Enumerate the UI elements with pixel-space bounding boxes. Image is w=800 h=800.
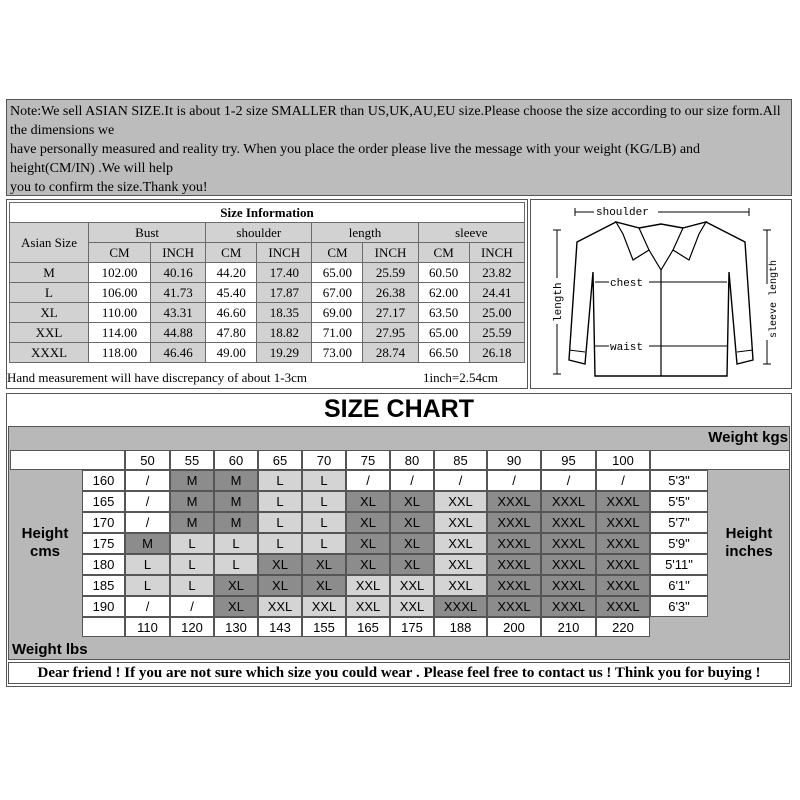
size-cell: XL <box>214 575 258 596</box>
height-inches-label: Height inches <box>725 525 773 560</box>
size-cell: L <box>302 491 346 512</box>
measurement-value: 49.00 <box>206 343 257 363</box>
size-cell: XXXL <box>487 596 541 617</box>
size-cell: L <box>258 533 302 554</box>
size-cell: M <box>170 512 214 533</box>
height-cm-cell: 165 <box>82 491 125 512</box>
height-cm-cell: 185 <box>82 575 125 596</box>
size-cell: XXXL <box>487 575 541 596</box>
waist-label: waist <box>610 342 644 354</box>
weight-lbs-value: 165 <box>346 617 390 637</box>
size-cell: XL <box>258 554 302 575</box>
size-cell: L <box>170 554 214 575</box>
unit-header: INCH <box>257 243 312 263</box>
size-cell: XXL <box>346 575 390 596</box>
size-cell: L <box>214 533 258 554</box>
measurement-value: 67.00 <box>312 283 363 303</box>
weight-kg-header: 95 <box>541 450 596 470</box>
size-cell: / <box>390 470 434 491</box>
measurement-value: 25.59 <box>363 263 418 283</box>
measurement-value: 110.00 <box>89 303 151 323</box>
size-cell: XXL <box>346 596 390 617</box>
measurement-value: 60.50 <box>418 263 469 283</box>
size-cell: XXL <box>434 575 487 596</box>
measurement-value: 26.18 <box>469 343 524 363</box>
unit-header: INCH <box>469 243 524 263</box>
measurement-value: 43.31 <box>150 303 205 323</box>
measurement-value: 26.38 <box>363 283 418 303</box>
size-cell: XXXL <box>541 575 596 596</box>
height-cm-cell: 180 <box>82 554 125 575</box>
size-cell: XXL <box>302 596 346 617</box>
lbs-blank <box>82 617 125 637</box>
size-cell: / <box>170 596 214 617</box>
measurement-value: 65.00 <box>312 263 363 283</box>
size-cell: L <box>258 512 302 533</box>
size-cell: / <box>434 470 487 491</box>
size-cell: XL <box>390 491 434 512</box>
size-cell: / <box>125 596 170 617</box>
weight-kg-header: 50 <box>125 450 170 470</box>
size-cell: L <box>302 512 346 533</box>
measurement-value: 46.46 <box>150 343 205 363</box>
measurement-value: 25.00 <box>469 303 524 323</box>
weight-lbs-value: 220 <box>596 617 650 637</box>
length-header: length <box>312 223 418 243</box>
size-cell: XL <box>390 512 434 533</box>
size-cell: L <box>170 575 214 596</box>
shoulder-label: shoulder <box>596 207 649 219</box>
unit-header: CM <box>89 243 151 263</box>
size-cell: XXL <box>434 533 487 554</box>
measurement-value: 41.73 <box>150 283 205 303</box>
height-inch-cell: 5'7" <box>650 512 708 533</box>
size-cell: XL <box>214 596 258 617</box>
size-cell: / <box>125 512 170 533</box>
measurement-value: 17.87 <box>257 283 312 303</box>
size-cell: XL <box>258 575 302 596</box>
measurement-value: 45.40 <box>206 283 257 303</box>
measurement-value: 18.82 <box>257 323 312 343</box>
size-cell: XXL <box>434 554 487 575</box>
size-cell: XXL <box>434 491 487 512</box>
size-cell: XXXL <box>434 596 487 617</box>
measurement-value: 44.20 <box>206 263 257 283</box>
size-cell: M <box>170 470 214 491</box>
sleeve-header: sleeve <box>418 223 524 243</box>
size-cell: XL <box>346 554 390 575</box>
weight-kg-header: 75 <box>346 450 390 470</box>
unit-header: CM <box>418 243 469 263</box>
size-cell: L <box>125 575 170 596</box>
size-cell: XL <box>302 554 346 575</box>
size-cell: L <box>258 470 302 491</box>
weight-kg-header: 60 <box>214 450 258 470</box>
weight-lbs-value: 188 <box>434 617 487 637</box>
weight-kgs-label: Weight kgs <box>708 429 788 446</box>
header-blank <box>10 450 125 470</box>
size-cell: XXXL <box>541 512 596 533</box>
size-cell: M <box>214 491 258 512</box>
size-cell: L <box>170 533 214 554</box>
height-inch-cell: 5'5" <box>650 491 708 512</box>
weight-lbs-value: 130 <box>214 617 258 637</box>
measurement-value: 102.00 <box>89 263 151 283</box>
measurement-value: 27.17 <box>363 303 418 323</box>
measurement-value: 25.59 <box>469 323 524 343</box>
measurement-value: 69.00 <box>312 303 363 323</box>
size-cell: XXXL <box>596 512 650 533</box>
size-cell: / <box>487 470 541 491</box>
size-cell: XXXL <box>541 491 596 512</box>
height-inch-cell: 6'1" <box>650 575 708 596</box>
size-label: XL <box>10 303 89 323</box>
measurement-value: 118.00 <box>89 343 151 363</box>
size-cell: XXXL <box>487 554 541 575</box>
size-label: XXXL <box>10 343 89 363</box>
weight-kg-header: 85 <box>434 450 487 470</box>
size-cell: XXL <box>258 596 302 617</box>
weight-kg-header: 70 <box>302 450 346 470</box>
size-cell: L <box>125 554 170 575</box>
size-cell: XXXL <box>487 533 541 554</box>
height-cm-cell: 175 <box>82 533 125 554</box>
measurement-value: 46.60 <box>206 303 257 323</box>
size-cell: XXXL <box>541 554 596 575</box>
size-cell: L <box>302 470 346 491</box>
size-cell: XXXL <box>596 596 650 617</box>
weight-kg-header: 100 <box>596 450 650 470</box>
measurement-value: 65.00 <box>418 323 469 343</box>
size-cell: XL <box>346 533 390 554</box>
size-cell: XL <box>390 554 434 575</box>
size-label: L <box>10 283 89 303</box>
size-cell: / <box>125 470 170 491</box>
size-cell: L <box>302 533 346 554</box>
height-inch-cell: 5'11" <box>650 554 708 575</box>
size-label: M <box>10 263 89 283</box>
size-cell: XXL <box>434 512 487 533</box>
size-cell: XXXL <box>487 512 541 533</box>
weight-lbs-value: 200 <box>487 617 541 637</box>
size-chart-title: SIZE CHART <box>324 395 474 423</box>
size-cell: L <box>214 554 258 575</box>
weight-kg-header: 55 <box>170 450 214 470</box>
size-cell: XXL <box>390 575 434 596</box>
height-cm-cell: 190 <box>82 596 125 617</box>
measurement-value: 106.00 <box>89 283 151 303</box>
unit-header: CM <box>206 243 257 263</box>
size-cell: / <box>125 491 170 512</box>
size-cell: / <box>541 470 596 491</box>
measurement-value: 24.41 <box>469 283 524 303</box>
size-cell: XXXL <box>596 575 650 596</box>
size-cell: M <box>214 512 258 533</box>
height-cms-label: Height cms <box>21 525 69 560</box>
measurement-value: 17.40 <box>257 263 312 283</box>
height-inch-cell: 5'3" <box>650 470 708 491</box>
measurement-value: 28.74 <box>363 343 418 363</box>
size-cell: XXXL <box>596 533 650 554</box>
size-cell: XXXL <box>541 596 596 617</box>
weight-lbs-value: 120 <box>170 617 214 637</box>
size-info-title: Size Information <box>10 203 525 223</box>
size-cell: L <box>258 491 302 512</box>
measurement-value: 73.00 <box>312 343 363 363</box>
weight-lbs-value: 155 <box>302 617 346 637</box>
footer-message: Dear friend ! If you are not sure which size you could wear . Please feel free to contact us ! Think you for buying ! <box>8 662 790 684</box>
header-blank <box>650 450 790 470</box>
weight-lbs-value: 143 <box>258 617 302 637</box>
height-inch-cell: 5'9" <box>650 533 708 554</box>
measurement-value: 23.82 <box>469 263 524 283</box>
note-line-3: you to confirm the size.Thank you! <box>10 180 208 195</box>
size-cell: M <box>125 533 170 554</box>
size-cell: M <box>214 470 258 491</box>
size-cell: XL <box>346 491 390 512</box>
chest-label: chest <box>610 278 644 290</box>
measurement-value: 18.35 <box>257 303 312 323</box>
size-cell: XL <box>346 512 390 533</box>
size-cell: XL <box>302 575 346 596</box>
weight-lbs-value: 110 <box>125 617 170 637</box>
measurement-value: 63.50 <box>418 303 469 323</box>
measurement-value: 71.00 <box>312 323 363 343</box>
note-line-2: have personally measured and reality try. When you place the order please live the message with your weight (KG/LB) and height(CM/IN) .We will help <box>10 142 701 176</box>
height-cm-cell: 160 <box>82 470 125 491</box>
size-cell: XXXL <box>596 554 650 575</box>
measurement-value: 19.29 <box>257 343 312 363</box>
weight-lbs-value: 210 <box>541 617 596 637</box>
asian-size-header: Asian Size <box>10 223 89 263</box>
shoulder-header: shoulder <box>206 223 312 243</box>
measurement-value: 114.00 <box>89 323 151 343</box>
weight-lbs-value: 175 <box>390 617 434 637</box>
size-cell: / <box>596 470 650 491</box>
measurement-value: 62.00 <box>418 283 469 303</box>
size-cell: M <box>170 491 214 512</box>
size-cell: XL <box>390 533 434 554</box>
weight-lbs-label: Weight lbs <box>12 641 88 658</box>
unit-header: CM <box>312 243 363 263</box>
size-cell: XXXL <box>487 491 541 512</box>
bust-header: Bust <box>89 223 206 243</box>
weight-kg-header: 80 <box>390 450 434 470</box>
size-cell: XXXL <box>541 533 596 554</box>
size-cell: XXXL <box>596 491 650 512</box>
measurement-value: 44.88 <box>150 323 205 343</box>
size-cell: / <box>346 470 390 491</box>
size-label: XXL <box>10 323 89 343</box>
hand-measurement-note: Hand measurement will have discrepancy of about 1-3cm <box>7 370 307 385</box>
height-inch-cell: 6'3" <box>650 596 708 617</box>
measurement-value: 47.80 <box>206 323 257 343</box>
measurement-value: 27.95 <box>363 323 418 343</box>
weight-kg-header: 65 <box>258 450 302 470</box>
sleeve-length-label: sleeve length <box>769 259 780 338</box>
height-cm-cell: 170 <box>82 512 125 533</box>
measurement-value: 66.50 <box>418 343 469 363</box>
unit-header: INCH <box>150 243 205 263</box>
size-cell: XXL <box>390 596 434 617</box>
weight-kg-header: 90 <box>487 450 541 470</box>
length-label: length <box>553 282 565 322</box>
inch-conversion-note: 1inch=2.54cm <box>423 370 498 385</box>
unit-header: INCH <box>363 243 418 263</box>
note-line-1: Note:We sell ASIAN SIZE.It is about 1-2 size SMALLER than US,UK,AU,EU size.Please choose the size according to our size form.All the dimensions we <box>10 104 781 138</box>
measurement-value: 40.16 <box>150 263 205 283</box>
